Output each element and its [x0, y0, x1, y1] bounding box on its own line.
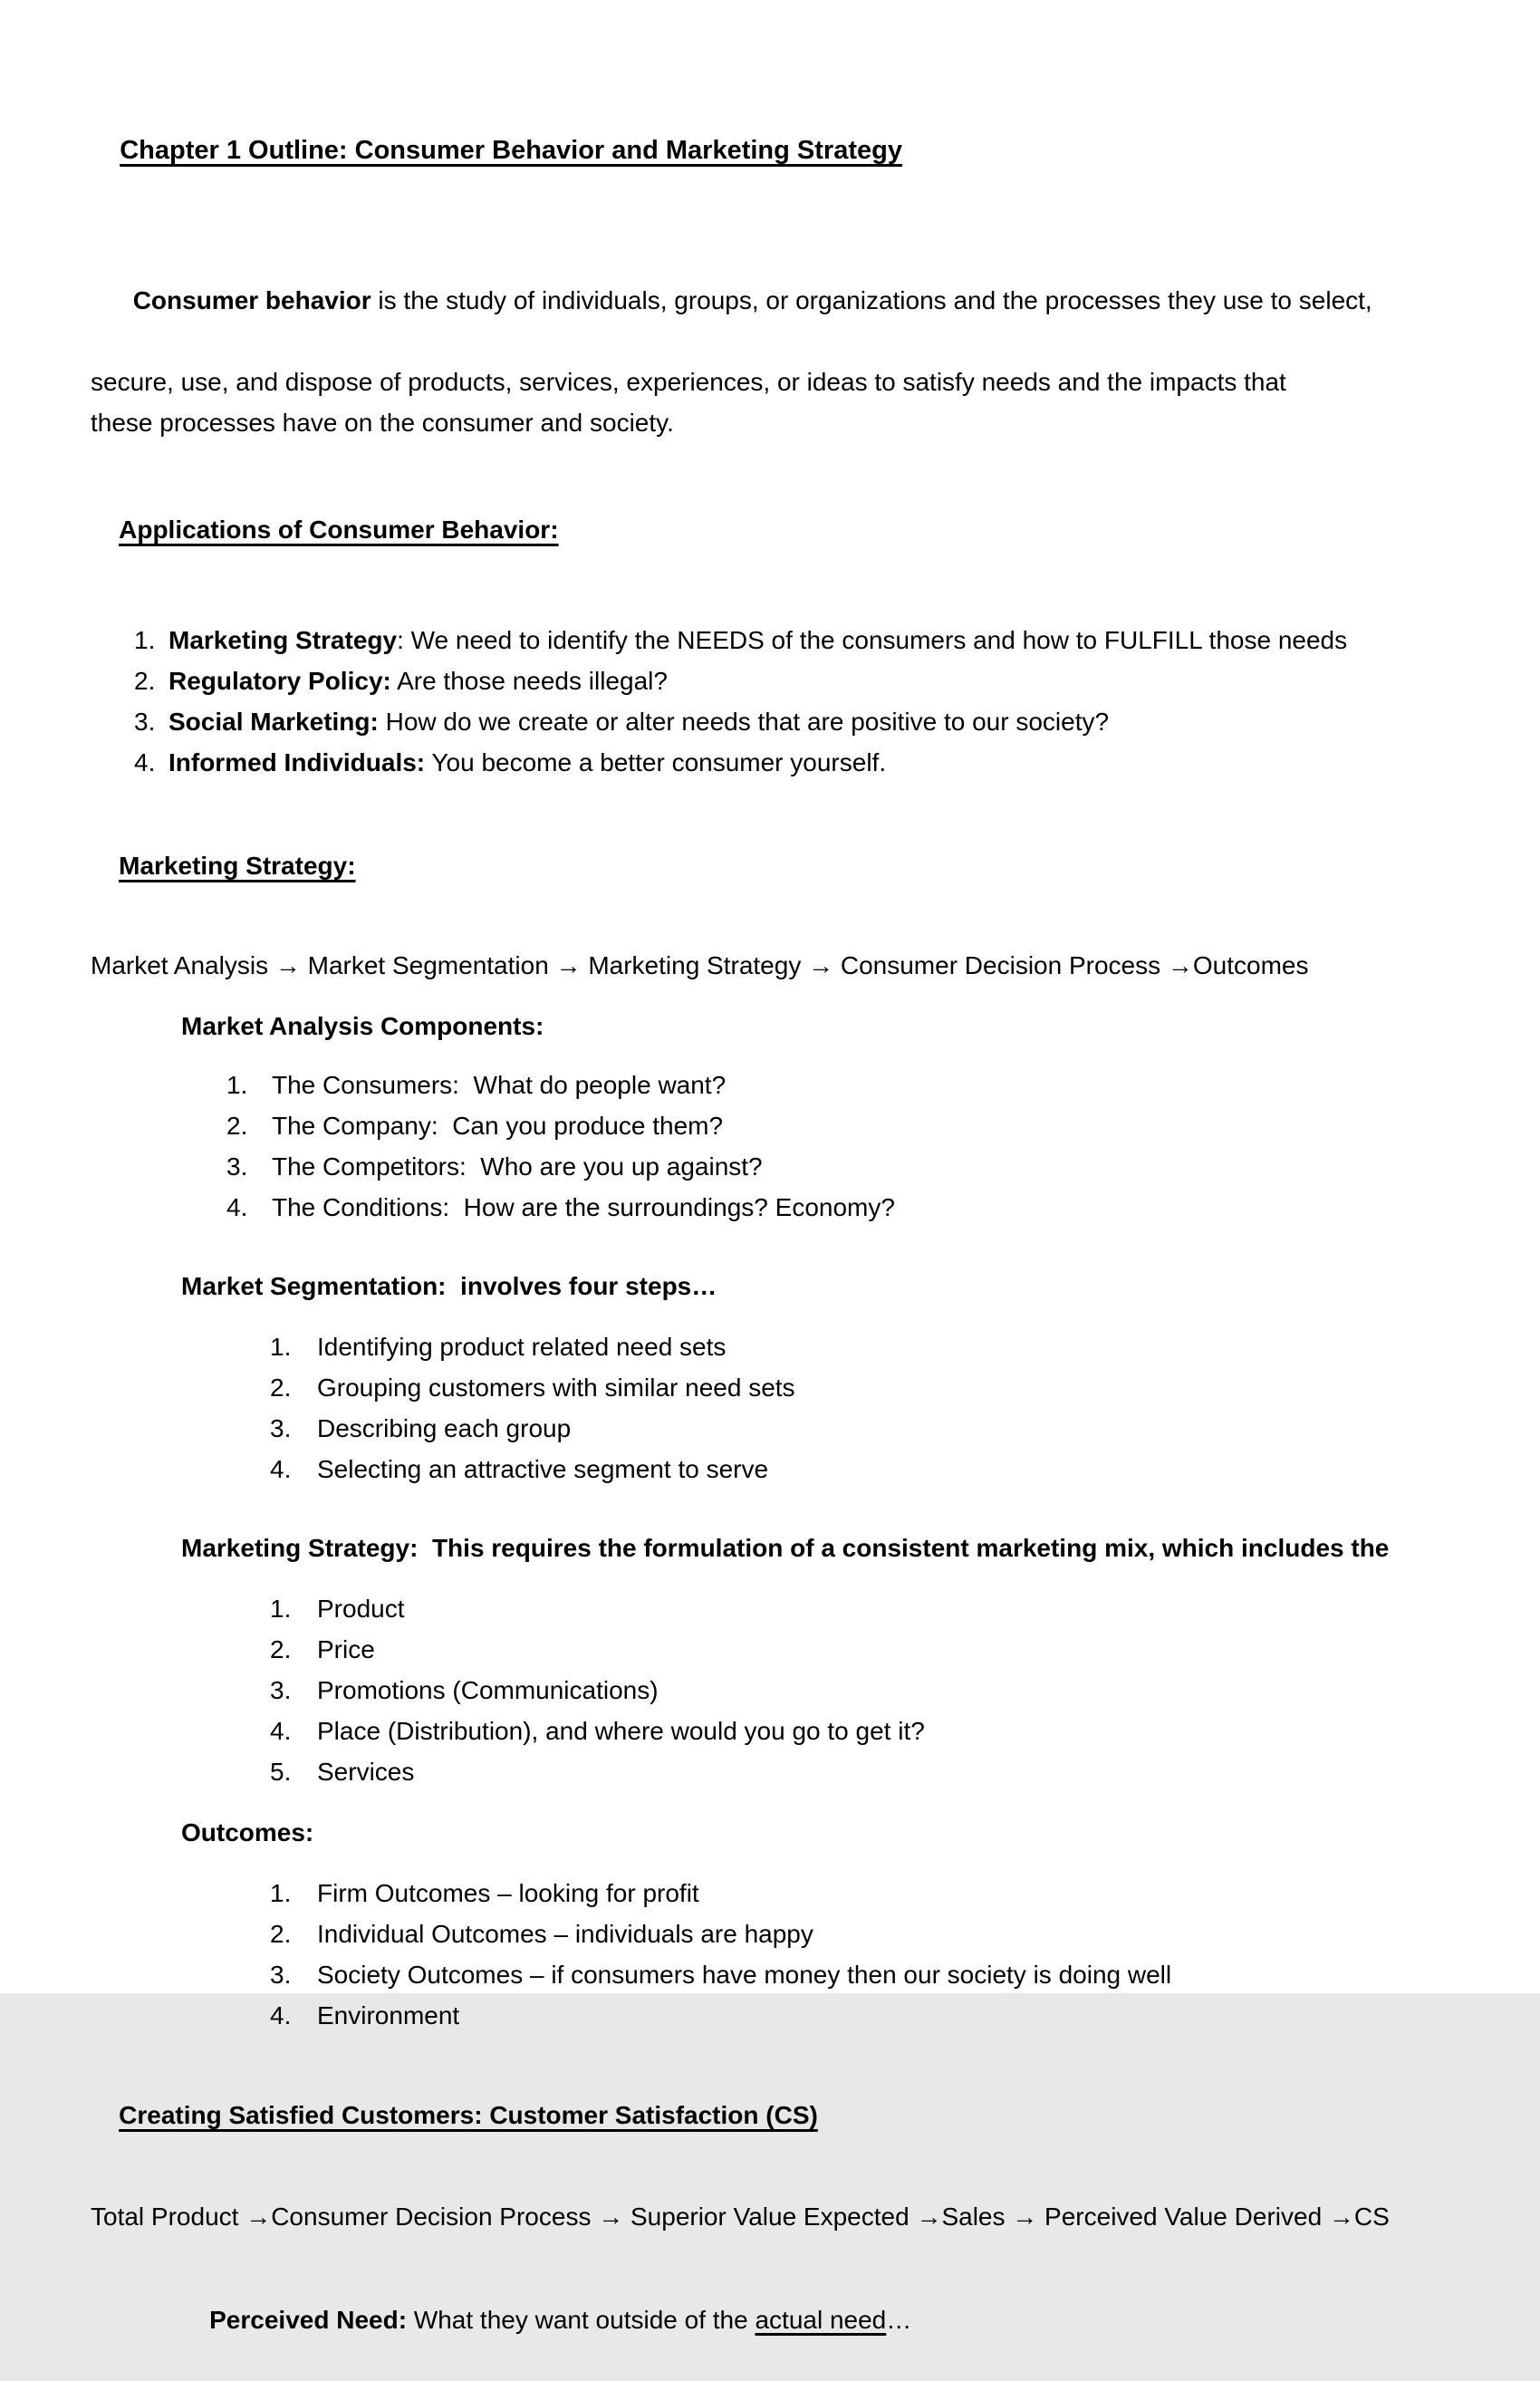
- item-number: 2.: [226, 1112, 248, 1140]
- item-number: 3.: [270, 1961, 292, 1989]
- subheading-marketing-mix: Marketing Strategy: This requires the formulation of a consistent marketing mix, which includes the: [181, 1534, 1390, 1562]
- applications-list: [134, 620, 1486, 783]
- page-title: [91, 90, 1486, 212]
- item-text: Identifying product related need sets: [317, 1333, 727, 1361]
- item-bold-lead: Social Marketing:: [168, 708, 379, 736]
- list-item: [270, 1588, 1486, 1629]
- subheading-market-analysis: Market Analysis Components:: [181, 1012, 544, 1040]
- marketing-mix-list: [270, 1588, 1486, 1792]
- item-rest: : We need to identify the NEEDS of the consumers and how to FULFILL those needs: [397, 626, 1348, 654]
- item-number: 2.: [270, 1635, 292, 1663]
- item-number: 2.: [134, 667, 156, 695]
- list-item: [134, 742, 1486, 783]
- list-item: [226, 1187, 1486, 1228]
- item-rest: Are those needs illegal?: [390, 667, 668, 695]
- section-heading-satisfied-customers: Creating Satisfied Customers: Customer Satisfaction (CS): [119, 2101, 818, 2129]
- item-text: The Company: Can you produce them?: [272, 1112, 724, 1140]
- list-item: [134, 660, 1486, 701]
- list-item: [270, 1449, 1486, 1489]
- page-title-text: Chapter 1 Outline: Consumer Behavior and Marketing Strategy: [120, 136, 902, 165]
- item-rest: How do we create or alter needs that are positive to our society?: [378, 708, 1110, 736]
- item-text: The Competitors: Who are you up against?: [272, 1152, 763, 1181]
- intro-line-1-rest: is the study of individuals, groups, or organizations and the processes they use to select,: [371, 286, 1372, 314]
- item-bold-lead: Informed Individuals:: [168, 748, 426, 776]
- list-item: [226, 1065, 1486, 1105]
- list-item: [270, 1326, 1486, 1367]
- list-item: [270, 1367, 1486, 1408]
- item-text: Describing each group: [317, 1414, 572, 1442]
- item-number: 3.: [270, 1414, 292, 1442]
- item-text: Individual Outcomes – individuals are happy: [317, 1920, 813, 1948]
- perceived-need-mid: What they want outside of the: [407, 2306, 756, 2334]
- item-text: The Conditions: How are the surroundings? Economy?: [272, 1193, 895, 1221]
- item-text: Services: [317, 1758, 415, 1786]
- item-number: 3.: [226, 1152, 248, 1181]
- item-number: 5.: [270, 1758, 292, 1786]
- item-number: 4.: [270, 1717, 292, 1745]
- list-item: [270, 1913, 1486, 1954]
- intro-line-1: [91, 239, 1486, 361]
- underlined-phrase: actual need: [755, 2306, 887, 2334]
- item-bold-lead: Regulatory Policy:: [168, 667, 391, 695]
- item-number: 1.: [270, 1595, 292, 1623]
- list-item: [134, 620, 1486, 660]
- item-text: Society Outcomes – if consumers have money then our society is doing well: [317, 1961, 1172, 1989]
- perceived-need-line: [181, 2259, 1486, 2381]
- item-bold-lead: Marketing Strategy: [168, 626, 398, 654]
- list-item: [226, 1105, 1486, 1146]
- item-number: 4.: [134, 748, 156, 776]
- item-text: Price: [317, 1635, 375, 1663]
- list-item: [270, 1408, 1486, 1449]
- section-heading-applications: Applications of Consumer Behavior:: [119, 516, 559, 544]
- item-text: The Consumers: What do people want?: [272, 1071, 727, 1099]
- intro-bold-lead: Consumer behavior: [132, 286, 371, 314]
- item-number: 1.: [270, 1333, 292, 1361]
- list-item: [134, 701, 1486, 742]
- item-text: Place (Distribution), and where would you go to get it?: [317, 1717, 925, 1745]
- item-number: 4.: [270, 1455, 292, 1483]
- item-number: 1.: [226, 1071, 248, 1099]
- item-text: Firm Outcomes – looking for profit: [317, 1879, 699, 1907]
- outcomes-list: [270, 1873, 1486, 2036]
- item-number: 3.: [270, 1676, 292, 1704]
- market-analysis-list: [226, 1065, 1486, 1228]
- intro-paragraph: [91, 239, 1486, 443]
- list-item: [270, 1670, 1486, 1711]
- perceived-need-bold-lead: Perceived Need:: [209, 2306, 408, 2334]
- subheading-outcomes: Outcomes:: [181, 1818, 314, 1846]
- item-text: Environment: [317, 2001, 460, 2029]
- list-item: [270, 1711, 1486, 1751]
- section-heading-marketing-strategy: Marketing Strategy:: [119, 852, 356, 880]
- list-item: [226, 1146, 1486, 1187]
- intro-line-2: secure, use, and dispose of products, services, experiences, or ideas to satisfy needs and the impacts that: [91, 368, 1286, 396]
- list-item: [270, 1873, 1486, 1913]
- item-text: Selecting an attractive segment to serve: [317, 1455, 769, 1483]
- item-number: 1.: [270, 1879, 292, 1907]
- item-rest: You become a better consumer yourself.: [425, 748, 887, 776]
- item-number: 2.: [270, 1374, 292, 1402]
- list-item: [270, 1995, 1486, 2036]
- intro-line-3: these processes have on the consumer and society.: [91, 409, 674, 437]
- item-number: 4.: [226, 1193, 248, 1221]
- list-item: [270, 1751, 1486, 1792]
- item-text: Promotions (Communications): [317, 1676, 659, 1704]
- item-text: Product: [317, 1595, 405, 1623]
- marketing-strategy-flow-line: Market Analysis → Market Segmentation → Marketing Strategy → Consumer Decision Process →Outcomes: [91, 951, 1309, 979]
- item-number: 2.: [270, 1920, 292, 1948]
- list-item: [270, 1629, 1486, 1670]
- list-item: [270, 1954, 1486, 1995]
- item-number: 4.: [270, 2001, 292, 2029]
- item-text: Grouping customers with similar need sets: [317, 1374, 795, 1402]
- market-segmentation-list: [270, 1326, 1486, 1489]
- ellipsis-tail: …: [886, 2306, 912, 2334]
- customer-satisfaction-flow-line: Total Product →Consumer Decision Process → Superior Value Expected →Sales → Perceived Value Derived →CS: [91, 2203, 1390, 2231]
- item-number: 1.: [134, 626, 156, 654]
- item-number: 3.: [134, 708, 156, 736]
- subheading-market-segmentation: Market Segmentation: involves four steps…: [181, 1272, 717, 1300]
